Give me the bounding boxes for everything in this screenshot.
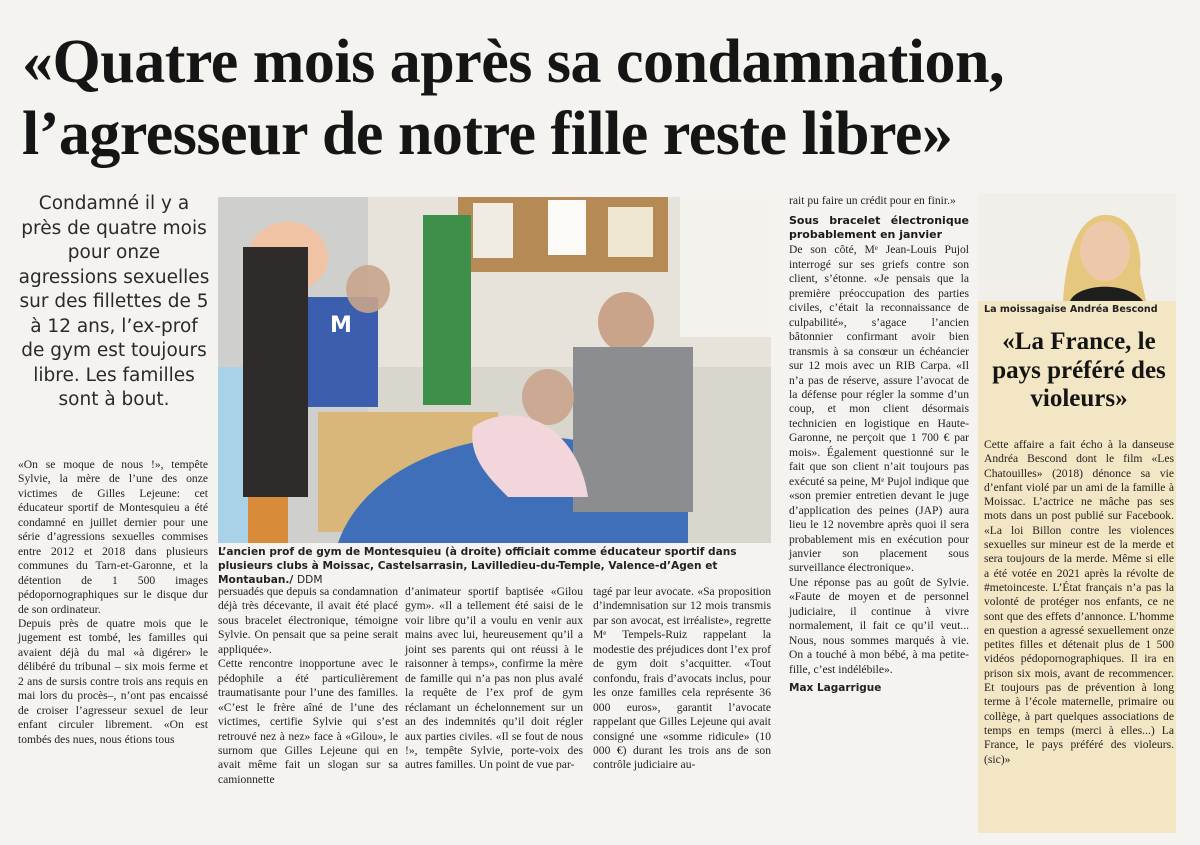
sidebar-quote: «La France, le pays préféré des violeurs» [992, 328, 1166, 412]
photo-caption-text: L’ancien prof de gym de Montesquieu (à droite) officiait comme éducateur sportif dans plusieurs clubs à Moissac, Castelsarrasin, Lavilledieu-du-Temple, Valence-d’Agen et Montauban./ [218, 546, 737, 586]
article-paragraph: Cette rencontre inopportune avec le pédophile a été particulièrement traumatisante pour l’une des familles. «C’est le frère aîné de l’une des victimes, certifie Sylvie qui s’est retrouvé nez à nez» face à «Gilou», le surnom que Gilles Lejeune qui en avait même fait un slogan sur sa camionnette [218, 657, 398, 786]
sidebar-body [984, 438, 1174, 767]
sidebar-paragraph: Cette affaire a fait écho à la danseuse Andréa Bescond dont le film «Les Chatouilles» (2018) dénonce sa vie d’enfant violé par un ami de la famille à Moissac. L’actrice ne mâche pas ses mots dans un post publié sur Facebook. «La loi Billon contre les violences sexuelles sur mineur est de la merde et sera toujours de la merde. Même si elle a été votée en 2021 après la révolte de #metoinceste. L’État français n’a pas la volonté de protéger nos enfants, ce ne sont que des effets d’annonce. L’homme en question a agressé sexuellement onze petites filles et détenait plus de 1 500 vidéos pédopornographiques. Il ira en prison six mois, avant de recommencer. Et toujours pas de prévention à long terme à l’école maternelle, primaire ou collège, à part quelques associations de temps en temps (merci à elles...) La France, le pays préféré des violeurs. (sic)» [984, 438, 1174, 766]
author-signature: Max Lagarrigue [789, 682, 882, 695]
article-paragraph: d’animateur sportif baptisée «Gilou gym». «Il a tellement été saisi de le voir libre qu’il a voulu en venir aux mains avec lui, heureusement qu’il a joint ses parents qui ont réussi à le raisonner à temps», confirme la mère de famille qui n’a pas non plus avalé la requête de l’ex prof de gym réclamant un échelonnement sur un an des indemnités qu’il doit régler aux parties civiles. «Il se fout de nous !», tempête Sylvie, porte-voix des autres familles. Un point de vue par- [405, 585, 583, 772]
article-column-1 [18, 458, 208, 747]
article-paragraph: De son côté, Mᵉ Jean-Louis Pujol interrogé sur ses griefs contre son client, s’étonne. «Je pensais que la première préoccupation des parties civiles, c’était la reconnaissance de culpabilité», s’agace l’ancien bâtonnier confirmant avoir bien transmis à sa consœur un échéancier sur 12 mois avec un RIB Carpa. «Il n’a pas de réserve, assure l’avocat de la défense pour régler la somme d’un coup, et mon client désormais technicien en logistique en Haute-Garonne, ne perçoit que 1 700 € par mois». Également questionné sur le fait que son client n’ait toujours pas exécuté sa peine, Mᵉ Pujol indique que «son premier entretien devant le juge d’application des peines (JAP) aura lieu le 12 novembre après quoi il sera probablement mis en exécution pour janvier son placement sous surveillance électronique». [789, 243, 969, 575]
classroom-photo-illustration [218, 197, 771, 543]
article-column-2 [218, 585, 398, 787]
headline [22, 26, 1182, 170]
portrait-caption: La moissagaise Andréa Bescond [984, 304, 1158, 315]
shirt-text: M [330, 313, 352, 338]
portrait-photo [978, 193, 1176, 301]
article-paragraph: tagé par leur avocate. «Sa proposition d’indemnisation sur 12 mois transmis par son avocat, est irréaliste», regrette Mᵉ Tempels-Ruiz rappelant la modestie des préjudices dont l’ex prof de gym doit s’acquitter. «Tout confondu, frais d’avocats inclus, pour les onze familles cela représente 36 000 euros», garantit l’avocate rappelant que Gilles Lejeune qui avait consigné une «somme ridicule» (10 000 €) durant les trois ans de son contrôle judiciaire au- [593, 585, 771, 772]
article-paragraph: «On se moque de nous !», tempête Sylvie, la mère de l’une des onze victimes de Gilles Lejeune: cet éducateur sportif de Montesquieu a été condamné en juillet dernier pour une série d’agressions sexuelles commises entre 2012 et 2018 dans plusieurs communes du Tarn-et-Garonne, et la détention de 1 500 images pédopornographiques sur le disque dur de son ordinateur. [18, 458, 208, 616]
article-subhead: Sous bracelet électronique probablement en janvier [789, 214, 969, 241]
article-paragraph: Une réponse pas au goût de Sylvie. «Faute de moyen et de personnel judiciaire, il continue à vivre normalement, il fait ce qu’il veut... Nous, nous sommes marqués à vie. On a touché à mon bébé, à ma petite-fille, c’est indélébile». [789, 575, 969, 676]
article-column-5 [789, 194, 969, 696]
lead-paragraph: Condamné il y a près de quatre mois pour onze agressions sexuelles sur des fillettes de 5 à 12 ans, l’ex-prof de gym est toujours libre. Les familles sont à bout. [18, 193, 210, 410]
article-paragraph: persuadés que depuis sa condamnation déjà très décevante, il avait été placé sous bracelet électronique, témoigne Sylvie. On pensait que sa peine serait appliquée». [218, 585, 398, 656]
headline-line-2: l’agresseur de notre fille reste libre» [22, 100, 953, 168]
article-column-4 [593, 585, 771, 773]
article-column-3 [405, 585, 583, 773]
sidebar-box [978, 193, 1176, 833]
portrait-illustration [978, 193, 1176, 301]
photo-caption [218, 545, 771, 587]
headline-line-1: «Quatre mois après sa condamnation, [22, 28, 1005, 96]
photo-credit: DDM [297, 574, 323, 586]
article-paragraph: rait pu faire un crédit pour en finir.» [789, 194, 956, 207]
article-photo [218, 197, 771, 543]
article-paragraph: Depuis près de quatre mois que le jugement est tombé, les familles qui avaient déjà du mal «à digérer» le délibéré du tribunal – six mois ferme et 2 ans de sursis contre trois ans requis en mai lors du procès–, n’ont pas encaissé de croiser l’agresseur sexuel de leur enfant circuler librement. «On est tombés des nues, nous étions tous [18, 616, 208, 746]
